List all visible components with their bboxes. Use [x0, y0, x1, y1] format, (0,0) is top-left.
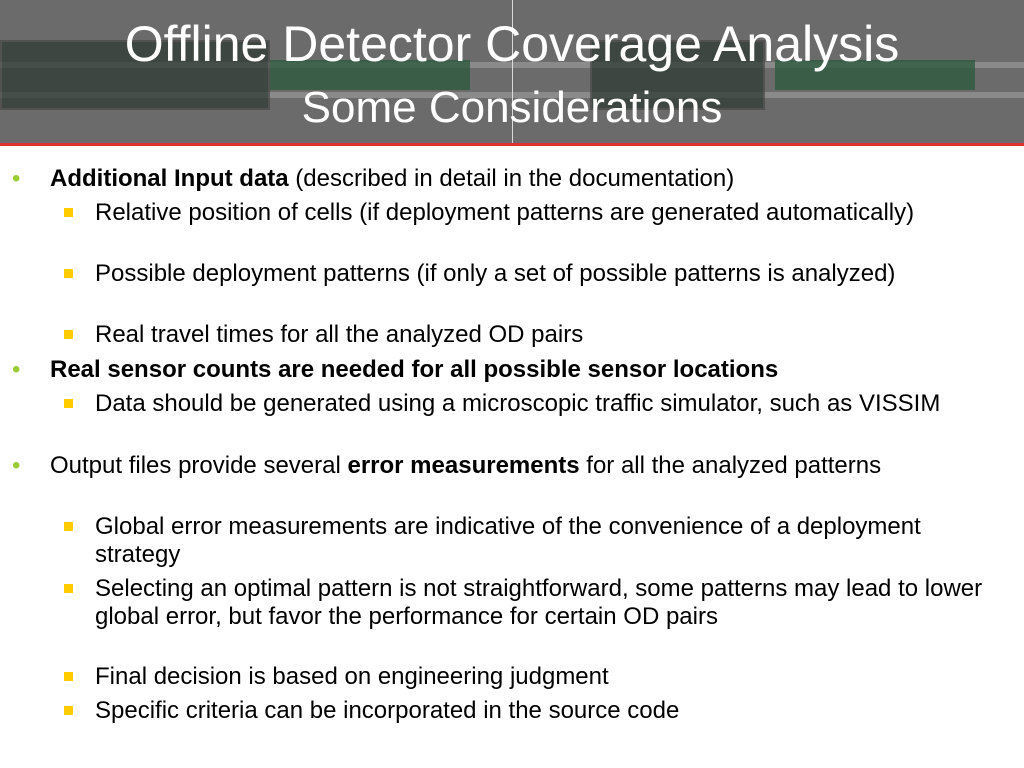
sub-bullet-item: Data should be generated using a microscopic traffic simulator, such as VISSIM [95, 390, 941, 417]
bullet-level2-icon [64, 522, 73, 531]
slide-title: Offline Detector Coverage Analysis [124, 16, 900, 72]
bullet-level2-icon [64, 208, 73, 217]
bullet-level2-icon [64, 330, 73, 339]
bold-text: Additional Input data [50, 165, 289, 192]
bullet-text: Output files provide several [50, 452, 348, 479]
bullet-level1-icon: • [12, 356, 21, 383]
bullet-item [50, 356, 990, 384]
bullet-text: (described in detail in the documentation) [288, 165, 735, 192]
bold-text: Real sensor counts are needed for all possible sensor locations [50, 356, 779, 383]
slide-subtitle: Some Considerations [301, 83, 723, 132]
accent-line [0, 143, 1024, 146]
sub-bullet-item: Global error measurements are indicative of the convenience of a deployment strategy [95, 513, 921, 568]
bullet-item [50, 165, 990, 193]
bullet-text: for all the analyzed patterns [579, 452, 882, 479]
bullet-level2-icon [64, 399, 73, 408]
sub-bullet-item: Final decision is based on engineering judgment [95, 663, 609, 690]
sub-bullet-item: Specific criteria can be incorporated in the source code [95, 697, 680, 724]
bullet-level1-icon: • [12, 165, 21, 192]
header-banner [0, 0, 1024, 145]
bullet-level1-icon: • [12, 452, 21, 479]
sub-bullet-item: Possible deployment patterns (if only a set of possible patterns is analyzed) [95, 260, 896, 287]
bold-text: error measurements [347, 452, 580, 479]
sub-bullet-item: Relative position of cells (if deployment patterns are generated automatically) [95, 199, 915, 226]
bullet-level2-icon [64, 269, 73, 278]
sub-bullet-item: Real travel times for all the analyzed OD pairs [95, 321, 584, 348]
sub-bullet-item: Selecting an optimal pattern is not straightforward, some patterns may lead to lower global error, but favor the performance for certain OD pairs [95, 575, 983, 630]
bullet-item [50, 452, 950, 480]
bullet-level2-icon [64, 584, 73, 593]
bullet-level2-icon [64, 706, 73, 715]
bullet-level2-icon [64, 672, 73, 681]
